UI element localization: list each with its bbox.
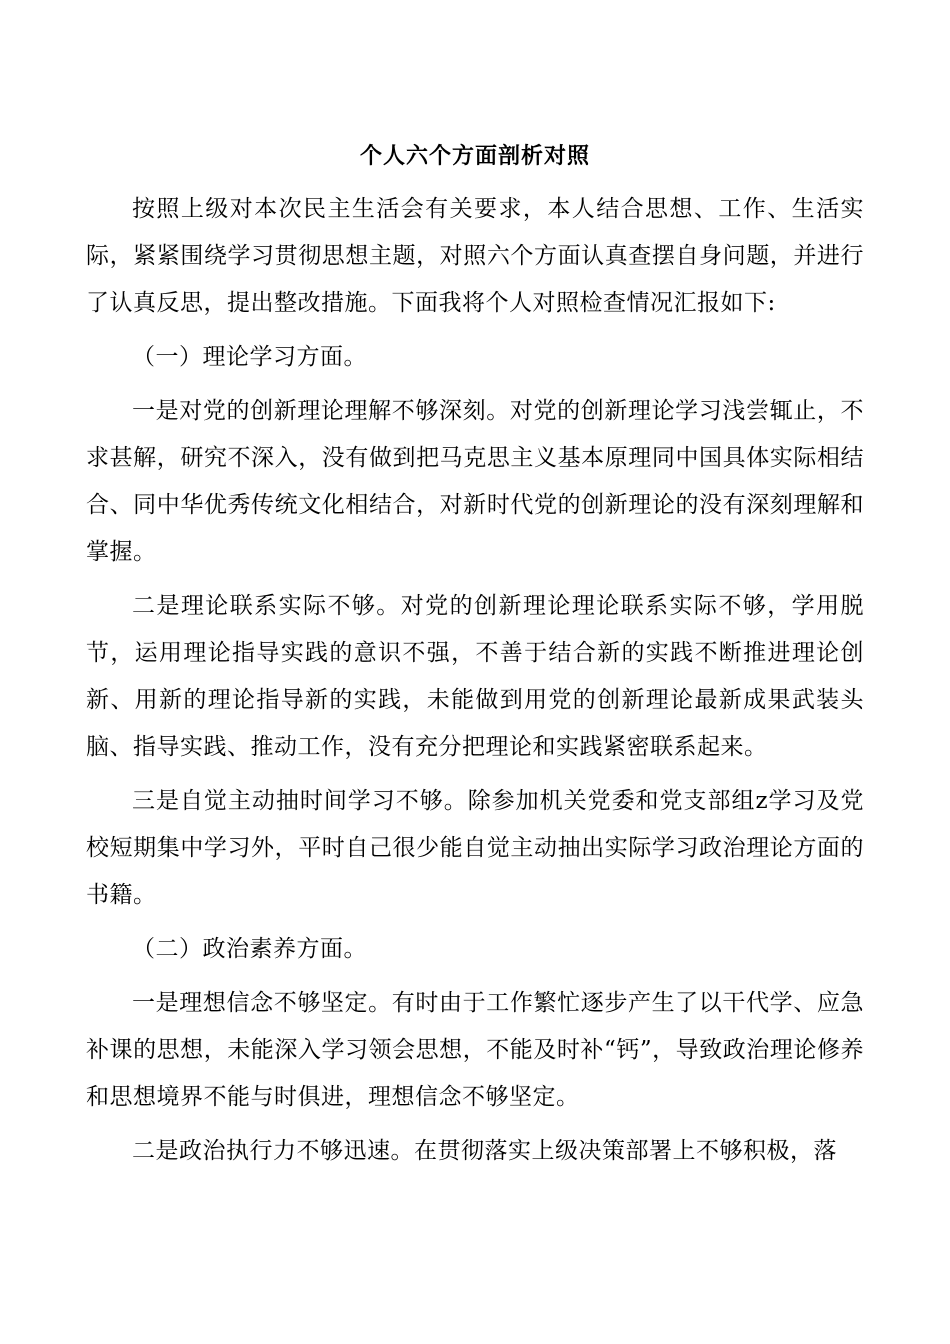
- theory-point-1-paragraph: 一是对党的创新理论理解不够深刻。对党的创新理论学习浅尝辄止，不求甚解，研究不深入，没有做到把马克思主义基本原理同中国具体实际相结合、同中华优秀传统文化相结合，对新时代党的创新理论的没有深刻理解和掌握。: [86, 398, 864, 565]
- political-point-2-paragraph: 二是政治执行力不够迅速。在贯彻落实上级决策部署上不够积极，落: [132, 1138, 837, 1164]
- section-heading-political-quality: （二）政治素养方面。: [132, 936, 367, 962]
- document-title: 个人六个方面剖析对照: [359, 143, 590, 169]
- intro-paragraph: 按照上级对本次民主生活会有关要求，本人结合思想、工作、生活实际，紧紧围绕学习贯彻思想主题，对照六个方面认真查摆自身问题，并进行了认真反思，提出整改措施。下面我将个人对照检查情况汇报如下:: [86, 196, 864, 316]
- document-page: [86, 138, 864, 1182]
- political-point-1-paragraph: 一是理想信念不够坚定。有时由于工作繁忙逐步产生了以干代学、应急补课的思想，未能深入学习领会思想，不能及时补“钙”，导致政治理论修养和思想境界不能与时俱进，理想信念不够坚定。: [86, 990, 864, 1110]
- theory-point-3-paragraph: 三是自觉主动抽时间学习不够。除参加机关党委和党支部组z学习及党校短期集中学习外，平时自己很少能自觉主动抽出实际学习政治理论方面的书籍。: [86, 788, 864, 908]
- theory-point-2-paragraph: 二是理论联系实际不够。对党的创新理论理论联系实际不够，学用脱节，运用理论指导实践的意识不强，不善于结合新的实践不断推进理论创新、用新的理论指导新的实践，未能做到用党的创新理论最新成果武装头脑、指导实践、推动工作，没有充分把理论和实践紧密联系起来。: [86, 593, 864, 760]
- section-heading-theory-study: （一）理论学习方面。: [132, 344, 367, 370]
